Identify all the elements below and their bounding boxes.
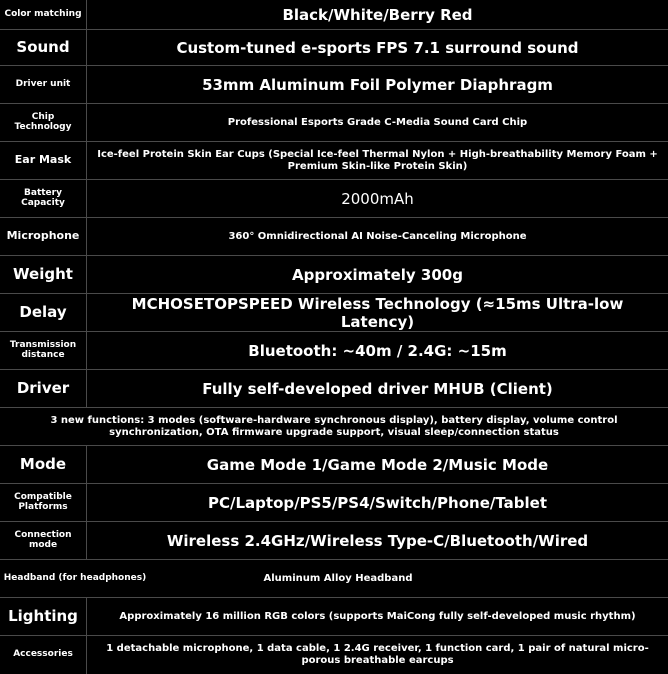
spec-value: 360° Omnidirectional AI Noise-Canceling Microphone xyxy=(86,218,668,255)
spec-label: Driver xyxy=(16,379,70,398)
spec-row-sound xyxy=(0,30,668,66)
spec-label: Headband (for headphones) xyxy=(3,572,147,583)
spec-value: 53mm Aluminum Foil Polymer Diaphragm xyxy=(86,66,668,103)
spec-label: Delay xyxy=(19,303,67,322)
spec-row-weight xyxy=(0,256,668,294)
spec-label: Ear Mask xyxy=(14,153,72,167)
spec-row-headband xyxy=(0,560,668,598)
spec-row-battery-capacity xyxy=(0,180,668,218)
spec-label: Microphone xyxy=(6,229,80,243)
spec-label: Sound xyxy=(16,38,70,57)
spec-value: Wireless 2.4GHz/Wireless Type-C/Bluetooth/Wired xyxy=(86,522,668,559)
spec-row-microphone xyxy=(0,218,668,256)
spec-row-driver xyxy=(0,370,668,408)
spec-label: Mode xyxy=(19,455,67,474)
spec-value: Approximately 300g xyxy=(86,256,668,293)
spec-label: Color matching xyxy=(4,8,82,19)
spec-row-mode xyxy=(0,446,668,484)
spec-value: Black/White/Berry Red xyxy=(86,0,668,29)
spec-label: Weight xyxy=(13,265,73,284)
spec-value: Professional Esports Grade C-Media Sound Card Chip xyxy=(86,104,668,141)
spec-row-transmission-distance xyxy=(0,332,668,370)
spec-value: Bluetooth: ~40m / 2.4G: ~15m xyxy=(86,332,668,369)
spec-value: Custom-tuned e-sports FPS 7.1 surround sound xyxy=(86,30,668,65)
spec-value: Approximately 16 million RGB colors (supports MaiCong fully self-developed music rhythm) xyxy=(86,598,668,635)
spec-value: PC/Laptop/PS5/PS4/Switch/Phone/Tablet xyxy=(86,484,668,521)
spec-value: 1 detachable microphone, 1 data cable, 1 2.4G receiver, 1 function card, 1 pair of natural micro-porous breathable earcups xyxy=(86,636,668,674)
spec-value: 3 new functions: 3 modes (software-hardware synchronous display), battery display, volume control synchronization, OTA firmware upgrade support, visual sleep/connection status xyxy=(50,414,618,438)
spec-row-color-matching xyxy=(0,0,668,30)
spec-label: Driver unit xyxy=(15,78,71,89)
spec-label: Lighting xyxy=(8,607,78,626)
spec-row-lighting xyxy=(0,598,668,636)
spec-row-driver-unit xyxy=(0,66,668,104)
spec-value: Aluminum Alloy Headband xyxy=(263,572,413,584)
spec-row-accessories xyxy=(0,636,668,674)
spec-row-delay xyxy=(0,294,668,332)
spec-row-new-functions xyxy=(0,408,668,446)
spec-row-compatible-platforms xyxy=(0,484,668,522)
spec-value: Fully self-developed driver MHUB (Client) xyxy=(86,370,668,407)
spec-label: Accessories xyxy=(13,649,73,660)
spec-row-chip-technology xyxy=(0,104,668,142)
spec-label: Battery Capacity xyxy=(21,187,65,208)
spec-row-ear-mask xyxy=(0,142,668,180)
spec-label: Connection mode xyxy=(14,529,72,550)
spec-value: MCHOSETOPSPEED Wireless Technology (≈15ms Ultra-low Latency) xyxy=(86,294,668,331)
spec-value: Ice-feel Protein Skin Ear Cups (Special Ice-feel Thermal Nylon + High-breathability Memory Foam + Premium Skin-like Protein Skin) xyxy=(86,142,668,179)
spec-label: Compatible Platforms xyxy=(14,491,72,512)
spec-label: Transmission distance xyxy=(9,339,77,360)
spec-label: Chip Technology xyxy=(14,111,72,132)
spec-value: Game Mode 1/Game Mode 2/Music Mode xyxy=(86,446,668,483)
spec-value: 2000mAh xyxy=(86,180,668,217)
spec-row-connection-mode xyxy=(0,522,668,560)
